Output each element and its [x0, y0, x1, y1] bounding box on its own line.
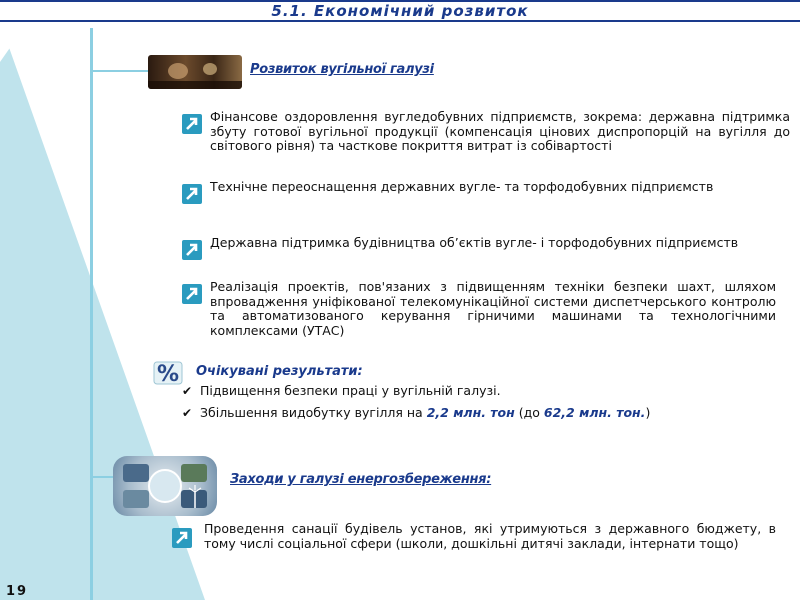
- highlight-value: 2,2 млн. тон: [426, 405, 515, 420]
- percent-icon: [152, 360, 184, 386]
- check-icon: ✔: [182, 384, 193, 398]
- coal-item-3: Державна підтримка будівництва об’єктів вугле- і торфодобувних підприємств: [210, 235, 739, 250]
- highlight-value: 62,2 млн. тон.: [543, 405, 646, 420]
- coal-item-4: Реалізація проектів, пов'язаних з підвищенням техніки безпеки шахт, шляхом впровадження уніфікованої телекомунікаційної системи диспетчерського контролю та автоматизованого керування гірничими машинами та технологічними комплексами (УТАС): [210, 279, 776, 338]
- section-title-energy: Заходи у галузі енергозбереження:: [230, 472, 492, 487]
- arrow-bullet-icon: [172, 528, 192, 548]
- svg-text:%: %: [156, 362, 180, 386]
- coal-item-1: Фінансове оздоровлення вугледобувних підприємств, зокрема: державна підтримка збуту готової вугільної продукції (компенсація цінових диспропорцій на вугілля до світового рівня) та часткове покриття витрат із собівартості: [210, 109, 790, 153]
- result-item-2: Збільшення видобутку вугілля на 2,2 млн. тон (до 62,2 млн. тон.): [200, 405, 651, 420]
- energy-item-1: Проведення санації будівель установ, які утримуються з державного бюджету, в тому числі соціальної сфери (школи, дошкільні дитячі заклади, інтернати тощо): [204, 521, 776, 551]
- energy-saving-photo: [113, 456, 217, 516]
- arrow-bullet-icon: [182, 114, 202, 134]
- arrow-bullet-icon: [182, 240, 202, 260]
- vertical-rule: [90, 28, 93, 600]
- arrow-bullet-icon: [182, 284, 202, 304]
- page-number: 19: [6, 584, 29, 599]
- connector-line: [90, 70, 148, 72]
- check-icon: ✔: [182, 406, 193, 420]
- result-item-1: Підвищення безпеки праці у вугільній галузі.: [200, 383, 501, 398]
- page-title: 5.1. Економічний розвиток: [271, 2, 529, 20]
- arrow-bullet-icon: [182, 184, 202, 204]
- results-title: Очікувані результати:: [196, 364, 363, 379]
- mining-photo: [148, 55, 242, 89]
- coal-item-2: Технічне переоснащення державних вугле- та торфодобувних підприємств: [210, 179, 714, 194]
- section-title-coal: Розвиток вугільної галузі: [250, 62, 434, 77]
